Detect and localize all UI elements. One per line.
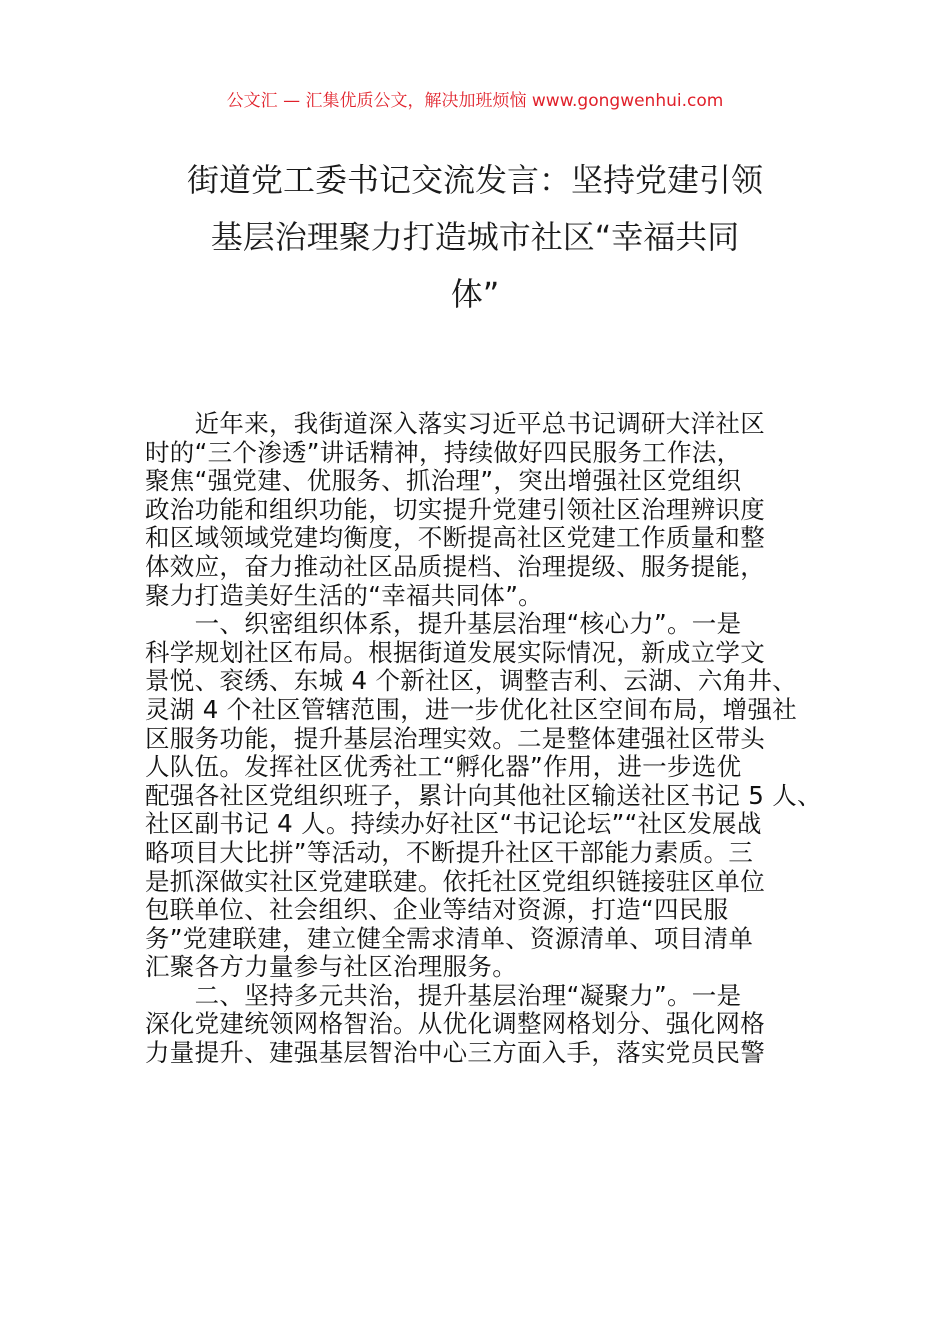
body-line: 政治功能和组织功能，切实提升党建引领社区治理辨识度	[145, 494, 765, 524]
body-line: 聚力打造美好生活的“幸福共同体”。	[145, 580, 543, 610]
body-line: 汇聚各方力量参与社区治理服务。	[145, 952, 517, 982]
title-line: 街道党工委书记交流发言：坚持党建引领	[186, 161, 763, 199]
body-line: 一、织密组织体系，提升基层治理“核心力”。一是	[145, 609, 742, 639]
title-line: 基层治理聚力打造城市社区“幸福共同	[210, 218, 740, 256]
body-line: 体效应，奋力推动社区品质提档、治理提级、服务提能，	[145, 551, 765, 581]
document-title	[140, 152, 810, 323]
body-line: 景悦、衮绣、东城 4 个新社区，调整吉利、云湖、六角井、	[145, 666, 798, 696]
body-line: 略项目大比拼”等活动，不断提升社区干部能力素质。三	[145, 837, 754, 867]
document-body	[145, 409, 822, 1068]
body-line: 区服务功能，提升基层治理实效。二是整体建强社区带头	[145, 723, 765, 753]
body-line: 科学规划社区布局。根据街道发展实际情况，新成立学文	[145, 637, 765, 667]
body-line: 社区副书记 4 人。持续办好社区“书记论坛”“社区发展战	[145, 809, 762, 839]
body-line: 时的“三个渗透”讲话精神，持续做好四民服务工作法，	[145, 437, 742, 467]
body-line: 二、坚持多元共治，提升基层治理“凝聚力”。一是	[145, 980, 742, 1010]
body-line: 力量提升、建强基层智治中心三方面入手，落实党员民警	[145, 1038, 765, 1068]
site-watermark-header: 公文汇 — 汇集优质公文，解决加班烦恼 www.gongwenhui.com	[226, 91, 724, 111]
body-line: 务”党建联建，建立健全需求清单、资源清单、项目清单	[145, 923, 754, 953]
body-line: 深化党建统领网格智治。从优化调整网格划分、强化网格	[145, 1009, 765, 1039]
title-line: 体”	[450, 275, 500, 313]
body-line: 配强各社区党组织班子，累计向其他社区输送社区书记 5 人、	[145, 780, 822, 810]
body-line: 包联单位、社会组织、企业等结对资源，打造“四民服	[145, 895, 729, 925]
body-line: 和区域领域党建均衡度，不断提高社区党建工作质量和整	[145, 523, 765, 553]
body-line: 聚焦“强党建、优服务、抓治理”，突出增强社区党组织	[145, 466, 742, 496]
body-line: 是抓深做实社区党建联建。依托社区党组织链接驻区单位	[145, 866, 765, 896]
body-line: 人队伍。发挥社区优秀社工“孵化器”作用，进一步选优	[145, 752, 742, 782]
body-line: 近年来，我街道深入落实习近平总书记调研大洋社区	[145, 409, 765, 438]
body-line: 灵湖 4 个社区管辖范围，进一步优化社区空间布局，增强社	[145, 694, 798, 724]
